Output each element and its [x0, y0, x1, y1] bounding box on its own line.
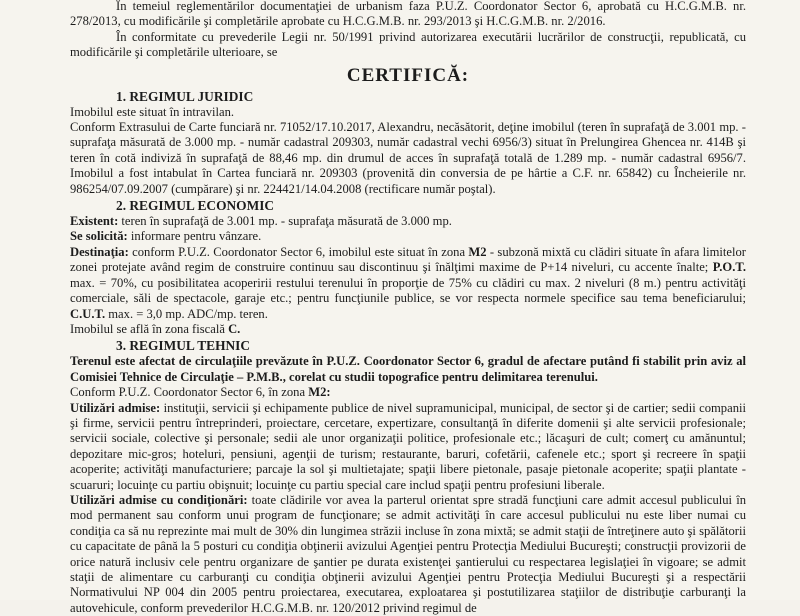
existent-line: [70, 214, 746, 229]
destinatia-paragraph: [70, 245, 746, 322]
zona-fiscala-text: Imobilul se află în zona fiscală: [70, 321, 229, 336]
intravilan-line: Imobilul este situat în intravilan.: [70, 104, 235, 119]
zona-fiscala-value: C.: [228, 321, 241, 336]
section-heading-regim-juridic: 1. REGIMUL JURIDIC: [116, 88, 254, 104]
solicita-label: Se solicită:: [70, 229, 128, 244]
certifica-title: CERTIFICĂ:: [346, 64, 470, 86]
carte-funciara-paragraph: Conform Extrasului de Carte funciară nr. 71052/17.10.2017, Alexandru, necăsătorit, deţine imobilul (teren în suprafaţă de 3.001 mp. - suprafaţa măsurată de 3.000 mp. - număr cadastral 209303, număr cadastral vechi 6956/3) situat în Prelungirea Ghencea nr. 414B şi teren în cotă indiviză în suprafaţă de 88,46 mp. din drumul de acces în suprafaţă totală de 1.289 mp. - număr cadastral 6956/7. Imobilul a fost intabulat în Cartea funciară nr. 209303 (provenită din conversia de pe hârtie a C.F. nr. 65842) cu Încheierile nr. 986254/07.09.2007 (cumpărare) şi nr. 224421/14.04.2008 (rectificare număr poştal).: [70, 120, 746, 196]
circulatii-paragraph: Terenul este afectat de circulaţiile prevăzute în P.U.Z. Coordonator Sector 6, gradul de afectare putând fi stabilit prin aviz al Comisiei Tehnice de Circulaţie – P.M.B., corelat cu studii topografice pentru delimitarea terenului.: [70, 354, 746, 384]
zona-fiscala-line: [70, 322, 746, 337]
destinatia-text-3: max. = 70%, cu posibilitatea acoperirii restului terenului în proporţie de 75% cu clădiri cu max. 2 niveluri (8 m.) pentru activităţi comerciale, săli de spectacole, garaje etc.; pentru funcţiunile publice, se vor respecta normele specifice sau tema beneficiarului;: [70, 275, 746, 306]
destinatia-text-1: conform P.U.Z. Coordonator Sector 6, imobilul este situat în zona: [128, 244, 469, 259]
conform-puz-text: Conform P.U.Z. Coordonator Sector 6, în zona: [70, 385, 309, 400]
certificate-body: [70, 0, 746, 616]
solicita-line: [70, 229, 746, 244]
pot-label: P.O.T.: [712, 260, 746, 275]
conform-puz-zone: M2:: [308, 385, 331, 400]
destinatia-label: Destinaţia:: [70, 244, 129, 259]
conform-puz-line: [70, 385, 746, 400]
intro-paragraph-2: În conformitate cu prevederile Legii nr. 50/1991 privind autorizarea executării lucrărilor de construcţii, republicată, cu modificările şi completările ulterioare, se: [70, 29, 746, 60]
utilizari-admise-label: Utilizări admise:: [70, 400, 161, 415]
utilizari-conditionari-text: toate clădirile vor avea la parterul orientat spre stradă funcţiuni care admit accesul publicului în mod permanent sau conform unui program de funcţionare; se admit activităţi în care accesul publicului nu este liber numai cu condiţia ca să nu reprezinte mai mult de 30% din lungimea străzii incluse în zona mixtă; se admit staţii de întreţinere auto şi spălătorii cu capacitate de până la 5 posturi cu condiţia obţinerii avizului Agenţiei pentru Protecţia Mediului Bucureşti; construcţii provizorii de orice natură inclusiv cele pentru organizare de şantier pe durata existenţei şantierului cu respectarea legislaţiei în vigoare; se admit staţii de alimentare cu carburanţi cu condiţia obţinerii avizului Agenţiei pentru Protecţia Mediului Bucureşti şi a respectării Normativului NP 004 din 2005 pentru proiectarea, executarea, exploatarea şi postutilizarea staţiilor de distribuţie carburanţi la autovehicule, conform prevederilor H.C.G.M.B. nr. 120/2012 privind regimul de: [70, 492, 746, 615]
utilizari-admise-paragraph: [70, 401, 746, 493]
existent-label: Existent:: [70, 214, 119, 229]
section-heading-regim-economic: 2. REGIMUL ECONOMIC: [116, 198, 275, 214]
cut-label: C.U.T.: [70, 306, 106, 321]
utilizari-conditionari-paragraph: [70, 493, 746, 616]
utilizari-admise-text: instituţii, servicii şi echipamente publice de nivel supramunicipal, municipal, de sector şi de cartier; sedii companii şi firme, servicii pentru întreprinderi, proiectare, cercetare, expertizare, consultanţă în diferite domenii şi alte servicii profesionale; servicii sociale, colective şi personale; sedii ale unor organizaţii politice, profesionale etc.; lăcaşuri de cult; comerţ cu amănuntul; depozitare mic-gros; hoteluri, pensiuni, agenţii de turism; restaurante, baruri, cofetării, cafenele etc.; sport şi recreere în spaţii acoperite; activităţi manufacturiere; parcaje la sol şi multietajate; spaţii libere pietonale, pasaje pietonale acoperite; spaţii plantate - scuaruri; locuinţe cu partiu obişnuit; locuinţe cu partiu special care includ spaţii pentru profesiuni liberale.: [70, 400, 746, 492]
solicita-text: informare pentru vânzare.: [127, 229, 262, 244]
destinatia-text-4: max. = 3,0 mp. ADC/mp. teren.: [105, 306, 268, 321]
utilizari-conditionari-label: Utilizări admise cu condiţionări:: [70, 492, 248, 507]
section-heading-regim-tehnic: 3. REGIMUL TEHNIC: [116, 338, 251, 354]
existent-text: teren în suprafaţă de 3.001 mp. - suprafaţa măsurată de 3.000 mp.: [118, 214, 452, 229]
intro-paragraph-1: În temeiul reglementărilor documentaţiei de urbanism faza P.U.Z. Coordonator Sector 6, aprobată cu H.C.G.M.B. nr. 278/2013, cu modificările şi completările aprobate cu H.C.G.M.B. nr. 293/2013 şi H.C.G.M.B. nr. 2/2016.: [70, 0, 746, 29]
zone-m2: M2: [468, 244, 487, 259]
destinatia-text-2: - subzonă mixtă cu clădiri situate în afara limitelor zonei protejate având regim de construire continuu sau discontinuu şi înălţimi maxime de P+14 niveluri, cu accente înalte;: [70, 244, 746, 275]
